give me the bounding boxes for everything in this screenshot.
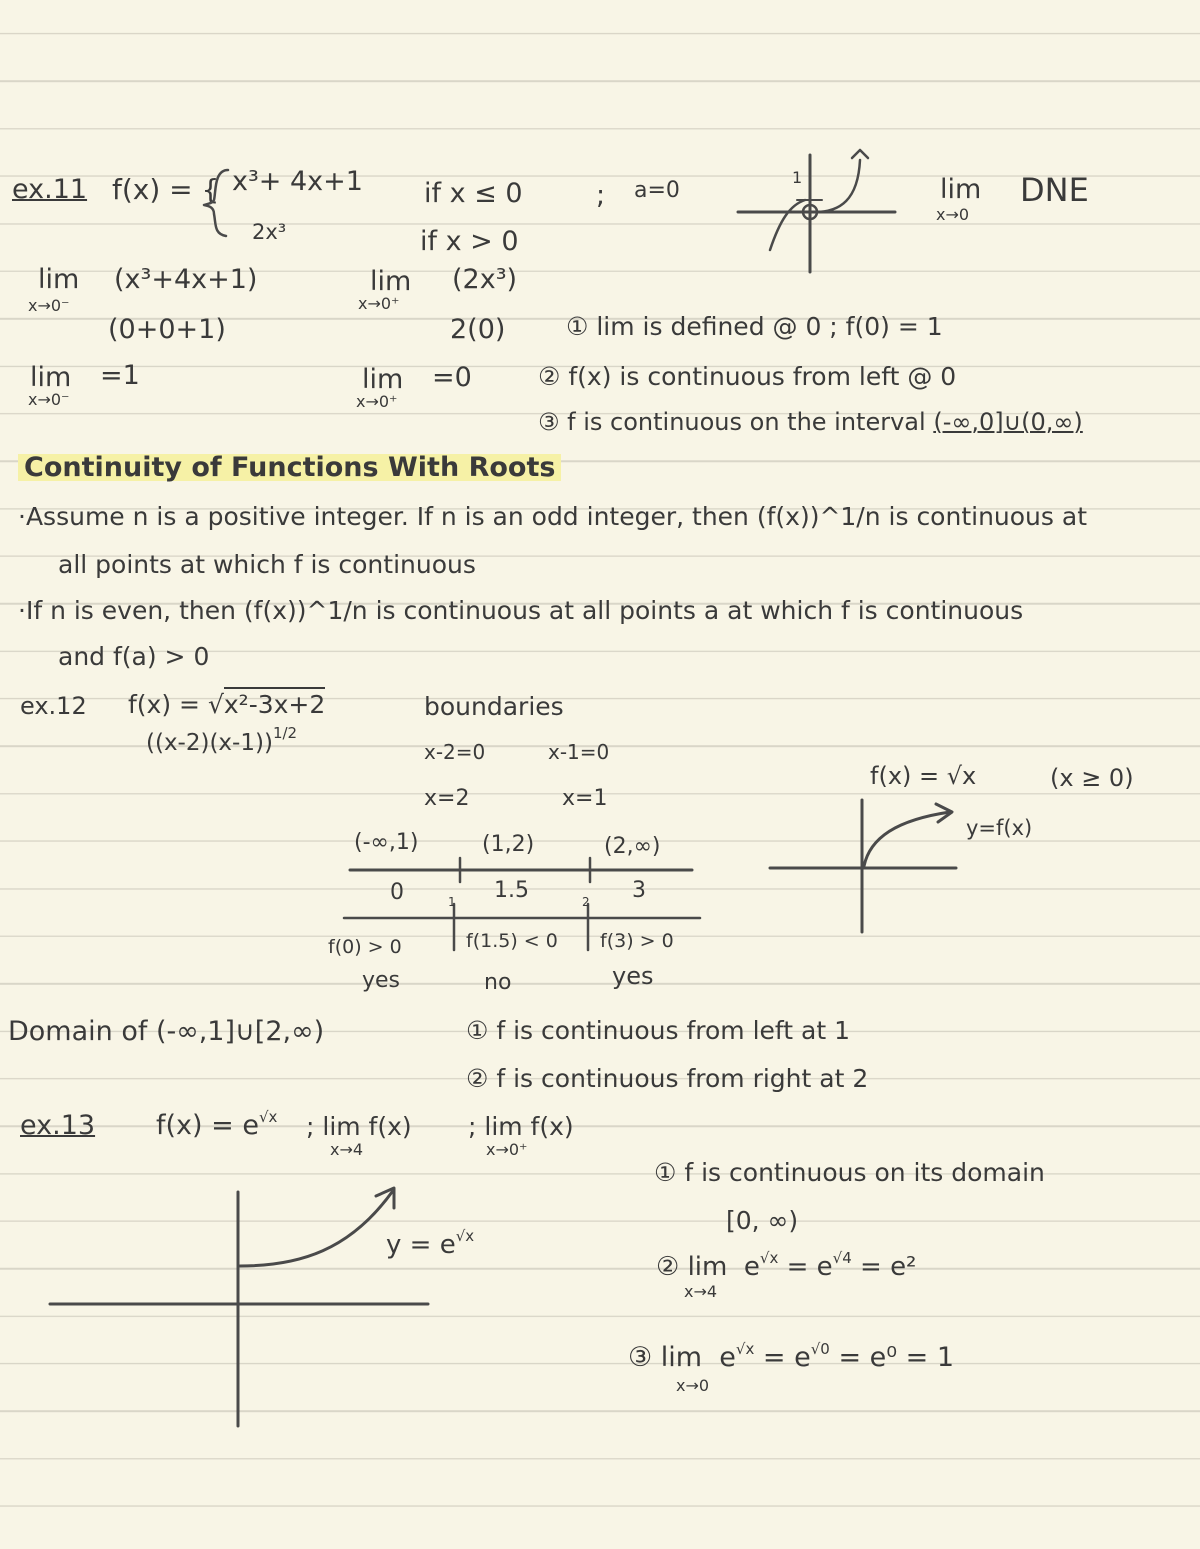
exp-function-base: f(x) = e (156, 1110, 259, 1141)
left-lim-expression: (x³+4x+1) (114, 264, 258, 295)
ex13-note-3-lim: ③ lim (628, 1342, 703, 1373)
lim-subscript: x→0 (936, 205, 970, 224)
bullet-1-line-2: all points at which f is continuous (58, 550, 476, 579)
boundary-sol-1: x=2 (424, 786, 470, 811)
ex13-note-2-eq1: = e (786, 1252, 833, 1282)
exp-function-exponent: √x (258, 1108, 278, 1126)
ex13-note-3-base: e (719, 1342, 736, 1373)
boundary-eq-1: x-2=0 (424, 740, 486, 764)
right-lim-subscript: x→0⁺ (358, 294, 400, 313)
right-lim-result: =0 (432, 362, 472, 393)
right-lim-result-label: lim (362, 364, 404, 395)
graph-tick-1: 1 (792, 168, 803, 187)
ex13-note-2-lim: ② lim (656, 1252, 728, 1282)
test-value-2: 1.5 (494, 878, 529, 903)
interval-1: (-∞,1) (354, 830, 419, 855)
left-lim-result: =1 (100, 360, 140, 391)
ex13-note-3-exp2: √0 (810, 1340, 830, 1358)
answer-2: no (484, 970, 512, 995)
ex13-note-1: ① f is continuous on its domain (654, 1158, 1045, 1187)
example-label: ex.12 (20, 692, 87, 720)
ex13-note-2-result: = e² (860, 1252, 917, 1282)
note-1: ① lim is defined @ 0 ; f(0) = 1 (566, 312, 943, 341)
exp-curve-label-base: y = e (386, 1230, 456, 1260)
ex13-note-3-subscript: x→0 (676, 1376, 710, 1395)
limit-2-subscript: x→0⁺ (486, 1140, 528, 1159)
boundary-eq-2: x-1=0 (548, 740, 610, 764)
note-3-interval: (-∞,0]∪(0,∞) (933, 408, 1083, 436)
continuity-note-1: ① f is continuous from left at 1 (466, 1016, 850, 1045)
answer-1: yes (362, 968, 401, 993)
factored-expression: ((x-2)(x-1)) (146, 730, 273, 756)
piece-2-expression: 2x³ (252, 220, 287, 244)
sign-1: f(0) > 0 (328, 936, 402, 958)
example-label: ex.11 (12, 174, 88, 205)
boundary-sol-2: x=1 (562, 786, 608, 811)
radical-function-name: f(x) = √ (128, 690, 224, 719)
tick-label-1: 1 (448, 895, 456, 909)
left-lim-label: lim (38, 264, 80, 295)
sqrt-curve-label: y=f(x) (966, 816, 1033, 840)
right-lim-label: lim (370, 266, 412, 297)
piece-1-expression: x³+ 4x+1 (232, 166, 363, 197)
right-lim-result-subscript: x→0⁺ (356, 392, 398, 411)
left-lim-result-label: lim (30, 362, 72, 393)
piece-2-condition: if x > 0 (420, 226, 519, 257)
bullet-2-line-2: and f(a) > 0 (58, 642, 210, 671)
bullet-1-line-1: ·Assume n is a positive integer. If n is an odd integer, then (f(x))^1/n is continuous at (18, 502, 1087, 531)
ex13-note-3-result: = e⁰ = 1 (838, 1342, 955, 1373)
ex13-note-1-domain: [0, ∞) (726, 1206, 799, 1235)
ex13-note-3-exp1: √x (735, 1340, 755, 1358)
separator: ; (596, 180, 606, 211)
test-value-1: 0 (390, 880, 404, 905)
exp-curve-label-exponent: √x (455, 1227, 475, 1245)
limit-2: ; lim f(x) (468, 1112, 574, 1141)
sign-3: f(3) > 0 (600, 930, 674, 952)
tick-label-2: 2 (582, 895, 590, 909)
right-lim-substitution: 2(0) (450, 314, 506, 345)
factored-exponent: 1/2 (272, 724, 298, 742)
domain-result: Domain of (-∞,1]∪[2,∞) (8, 1016, 325, 1047)
bullet-2-line-1: ·If n is even, then (f(x))^1/n is continuous at all points a at which f is continuous (18, 596, 1024, 625)
right-lim-expression: (2x³) (452, 264, 518, 295)
ex13-note-2-exp1: √x (759, 1249, 779, 1267)
ex13-note-2-subscript: x→4 (684, 1282, 718, 1301)
piecewise-function-name: f(x) = { (112, 173, 220, 206)
lim-label: lim (940, 174, 982, 205)
ex13-note-3-eq1: = e (762, 1342, 811, 1373)
section-title: Continuity of Functions With Roots (18, 454, 561, 481)
left-lim-substitution: (0+0+1) (108, 314, 226, 345)
lim-dne: DNE (1020, 171, 1089, 209)
limit-1-subscript: x→4 (330, 1140, 364, 1159)
limit-1: ; lim f(x) (306, 1112, 412, 1141)
left-lim-result-subscript: x→0⁻ (28, 390, 70, 409)
sqrt-function: f(x) = √x (870, 762, 977, 790)
sqrt-condition: (x ≥ 0) (1050, 764, 1134, 792)
piece-1-condition: if x ≤ 0 (424, 178, 523, 209)
interval-2: (1,2) (482, 832, 535, 857)
note-2: ② f(x) is continuous from left @ 0 (538, 362, 957, 391)
continuity-note-2: ② f is continuous from right at 2 (466, 1064, 869, 1093)
boundaries-label: boundaries (424, 692, 564, 721)
left-lim-subscript: x→0⁻ (28, 296, 70, 315)
sign-2: f(1.5) < 0 (466, 930, 558, 952)
ex13-note-2-exp2: √4 (832, 1249, 852, 1267)
note-3-text: ③ f is continuous on the interval (538, 408, 926, 436)
test-value-3: 3 (632, 878, 646, 903)
example-label: ex.13 (20, 1110, 96, 1141)
interval-3: (2,∞) (604, 834, 661, 859)
point-a: a=0 (634, 178, 680, 203)
ex13-note-2-base: e (743, 1252, 760, 1282)
radicand: x²-3x+2 (224, 687, 325, 719)
answer-3: yes (612, 962, 654, 990)
